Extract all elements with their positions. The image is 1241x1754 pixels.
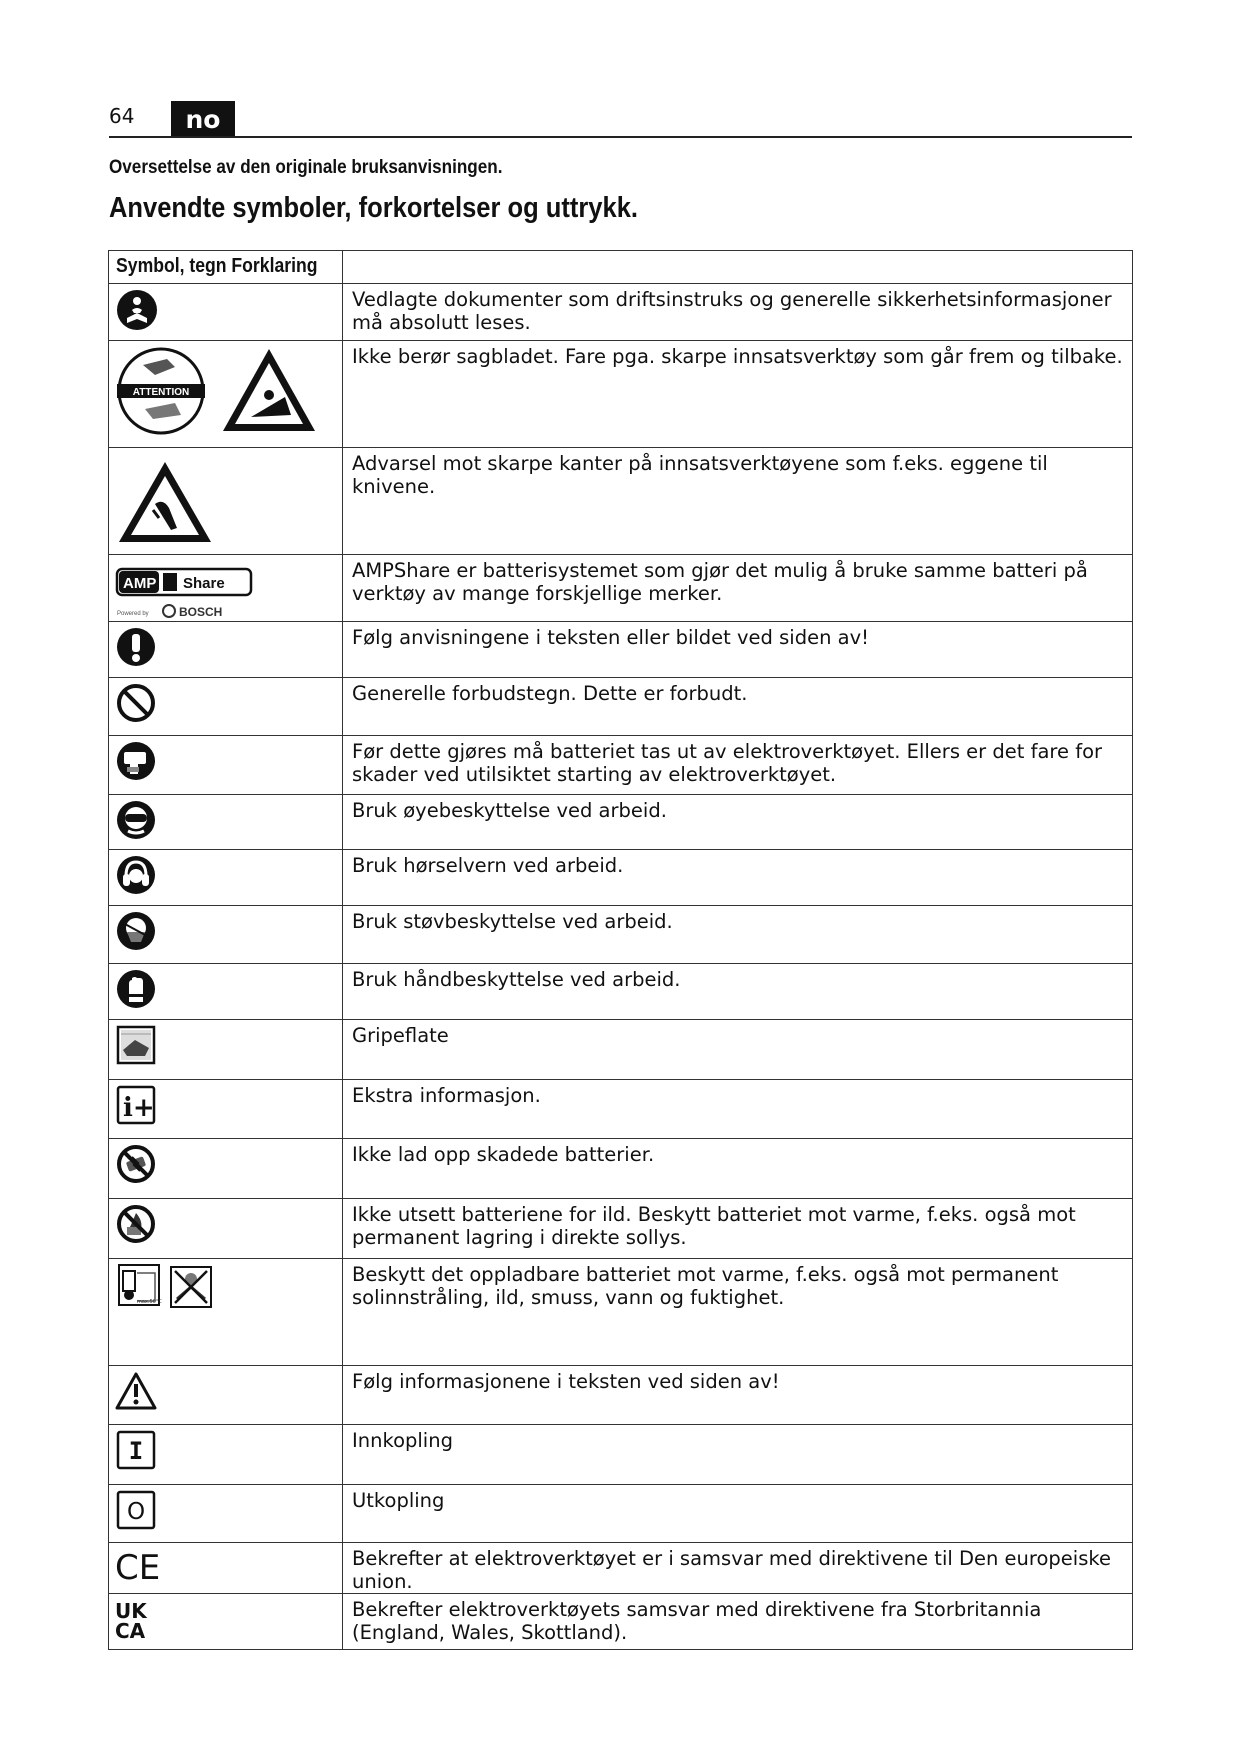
svg-text:Share: Share	[183, 575, 225, 592]
table-row	[109, 1425, 1133, 1485]
sharp-edges-warning-icon	[115, 458, 215, 546]
row-text: Følg informasjonene i teksten ved siden av!	[343, 1366, 1133, 1425]
header-rule	[109, 136, 1132, 138]
ampshare-logo-icon	[115, 565, 255, 621]
row-text: Innkopling	[343, 1425, 1133, 1485]
table-row	[109, 906, 1133, 964]
row-text: Bekrefter elektroverktøyets samsvar med direktivene fra Storbritannia (England, Wales, Skottland).	[343, 1594, 1133, 1650]
hearing-protection-icon	[115, 854, 157, 896]
info-plus-icon	[115, 1084, 157, 1126]
table-row	[109, 1199, 1133, 1259]
hand-protection-icon	[115, 968, 157, 1010]
row-text: Vedlagte dokumenter som driftsinstruks og generelle sikkerhetsinformasjoner må absolutt leses.	[343, 284, 1133, 341]
svg-text:i+: i+	[123, 1093, 155, 1123]
svg-text:O: O	[126, 1499, 146, 1525]
svg-text:CA: CA	[115, 1619, 146, 1642]
row-text: Generelle forbudstegn. Dette er forbudt.	[343, 678, 1133, 736]
row-text: Ikke utsett batteriene for ild. Beskytt batteriet mot varme, f.eks. også mot permanent lagring i direkte sollys.	[343, 1199, 1133, 1259]
svg-text:ATTENTION: ATTENTION	[132, 387, 190, 398]
svg-text:BOSCH: BOSCH	[179, 605, 223, 619]
row-text: Ikke lad opp skadede batterier.	[343, 1139, 1133, 1199]
eye-protection-icon	[115, 799, 157, 841]
table-row	[109, 1139, 1133, 1199]
document-subtitle: Oversettelse av den originale bruksanvisningen.	[109, 157, 503, 178]
warning-triangle-icon	[115, 1370, 157, 1412]
row-text: Bekrefter at elektroverktøyet er i samsvar med direktivene til Den europeiske union.	[343, 1543, 1133, 1594]
explanation-column-header	[343, 251, 1133, 284]
table-row	[109, 1543, 1133, 1594]
svg-text:AMP: AMP	[123, 575, 157, 592]
table-row	[109, 1259, 1133, 1366]
table-row	[109, 850, 1133, 906]
row-text: Ekstra informasjon.	[343, 1080, 1133, 1139]
table-row	[109, 1594, 1133, 1650]
ukca-mark-icon	[115, 1598, 155, 1642]
row-text: Utkopling	[343, 1485, 1133, 1543]
table-row	[109, 555, 1133, 622]
mandatory-exclamation-icon	[115, 626, 157, 668]
row-text: AMPShare er batterisystemet som gjør det mulig å bruke samme batteri på verktøy av mange forskjellige merker.	[343, 555, 1133, 622]
page-title: Anvendte symboler, forkortelser og uttrykk.	[109, 192, 638, 224]
table-row	[109, 1366, 1133, 1425]
gripping-surface-icon	[115, 1024, 157, 1066]
row-text: Advarsel mot skarpe kanter på innsatsverktøyene som f.eks. eggene til knivene.	[343, 448, 1133, 555]
read-manual-icon	[115, 288, 159, 332]
table-row	[109, 678, 1133, 736]
table-row	[109, 736, 1133, 795]
no-charge-damaged-battery-icon	[115, 1143, 157, 1185]
row-text: Beskytt det oppladbare batteriet mot varme, f.eks. også mot permanent solinnstråling, ild, smuss, vann og fuktighet.	[343, 1259, 1133, 1366]
battery-temperature-icon	[115, 1263, 163, 1309]
table-header-row	[109, 251, 1133, 284]
table-row	[109, 284, 1133, 341]
symbol-column-header: Symbol, tegn Forklaring	[109, 251, 343, 284]
prohibition-icon	[115, 682, 157, 724]
table-row	[109, 622, 1133, 678]
table-row	[109, 1485, 1133, 1543]
row-text: Bruk støvbeskyttelse ved arbeid.	[343, 906, 1133, 964]
attention-saw-blade-icon	[115, 345, 207, 437]
svg-text:UK: UK	[115, 1599, 147, 1623]
row-text: Før dette gjøres må batteriet tas ut av elektroverktøyet. Ellers er det fare for skader ved utilsiktet starting av elektroverktøyet.	[343, 736, 1133, 795]
no-fire-battery-icon	[115, 1203, 157, 1245]
row-text: Gripeflate	[343, 1020, 1133, 1080]
power-off-icon	[115, 1489, 157, 1531]
svg-text:I: I	[128, 1437, 144, 1465]
row-text: Bruk øyebeskyttelse ved arbeid.	[343, 795, 1133, 850]
remove-battery-icon	[115, 740, 157, 782]
ce-mark-icon	[115, 1547, 163, 1585]
hand-injury-warning-icon	[219, 345, 319, 435]
power-on-icon	[115, 1429, 157, 1471]
no-fire-water-dirt-icon	[167, 1265, 215, 1311]
table-row	[109, 964, 1133, 1020]
svg-text:CE: CE	[115, 1548, 161, 1585]
row-text: Bruk hørselvern ved arbeid.	[343, 850, 1133, 906]
table-row	[109, 341, 1133, 448]
row-text: Følg anvisningene i teksten eller bildet ved siden av!	[343, 622, 1133, 678]
table-row	[109, 795, 1133, 850]
dust-mask-icon	[115, 910, 157, 952]
symbols-table	[108, 250, 1133, 1650]
svg-text:max.50°C: max.50°C	[137, 1299, 162, 1305]
table-row	[109, 1080, 1133, 1139]
table-row	[109, 448, 1133, 555]
svg-text:Powered by: Powered by	[117, 611, 149, 617]
row-text: Ikke berør sagbladet. Fare pga. skarpe innsatsverktøy som går frem og tilbake.	[343, 341, 1133, 448]
table-row	[109, 1020, 1133, 1080]
row-text: Bruk håndbeskyttelse ved arbeid.	[343, 964, 1133, 1020]
page-number: 64	[109, 104, 135, 128]
language-badge: no	[171, 101, 235, 137]
